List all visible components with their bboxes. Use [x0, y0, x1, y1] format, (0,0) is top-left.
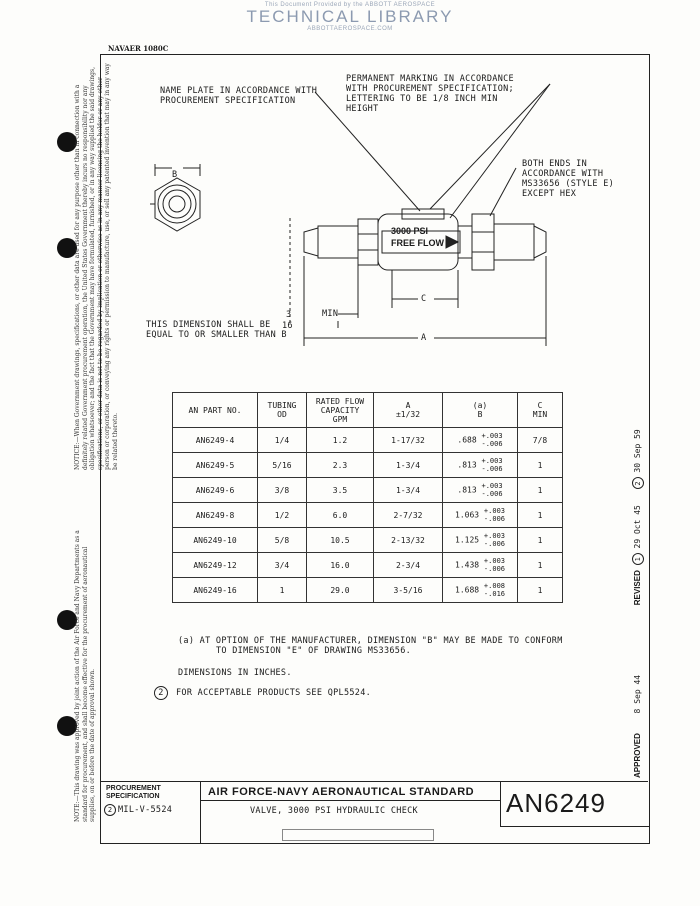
table-row — [173, 428, 563, 453]
dim-b — [443, 528, 518, 553]
dim-label-a: A — [421, 333, 427, 343]
flow-capacity: 3.5 — [307, 478, 374, 503]
part-description: VALVE, 3000 PSI HYDRAULIC CHECK — [250, 806, 418, 816]
header-title: TECHNICAL LIBRARY — [246, 7, 454, 26]
table-header-row — [173, 393, 563, 428]
dim-a: 1-3/4 — [374, 453, 443, 478]
this-dimension-note: THIS DIMENSION SHALL BE EQUAL TO OR SMALLER THAN B — [146, 320, 287, 340]
dim-a: 3-5/16 — [374, 578, 443, 603]
dim-b — [443, 453, 518, 478]
table-row — [173, 478, 563, 503]
flow-capacity: 10.5 — [307, 528, 374, 553]
procurement-rev-marker: 2 — [104, 804, 116, 816]
dim-min-text: MIN — [322, 309, 339, 319]
note-a-line2: TO DIMENSION "E" OF DRAWING MS33656. — [216, 646, 412, 656]
table-row — [173, 528, 563, 553]
flow-capacity: 6.0 — [307, 503, 374, 528]
col-a: A ±1/32 — [374, 393, 443, 428]
flow-capacity: 29.0 — [307, 578, 374, 603]
left-note: NOTE:—This drawing was approved by joint action of the Air Force and Navy Departments as a standard for procurement, and shall become effective for the procurement of aeronautical supplies, on or before the date of approval shown. — [74, 530, 96, 822]
dim-a: 2-3/4 — [374, 553, 443, 578]
tubing-od: 5/16 — [258, 453, 307, 478]
dim-c: 1 — [518, 578, 563, 603]
flow-capacity: 16.0 — [307, 553, 374, 578]
tubing-od: 1/2 — [258, 503, 307, 528]
dim-b-value: 1.063 — [455, 510, 480, 520]
dim-c: 7/8 — [518, 428, 563, 453]
dim-b-tolerance: +.003 -.006 — [483, 507, 505, 523]
dim-label-c: C — [421, 294, 427, 304]
dim-b-tolerance: +.008 -.016 — [483, 582, 505, 598]
note-2-text: FOR ACCEPTABLE PRODUCTS SEE QPL5524. — [176, 688, 372, 698]
approved-date: 8 Sep 44 — [633, 674, 642, 714]
dim-a: 1-17/32 — [374, 428, 443, 453]
dim-c: 1 — [518, 453, 563, 478]
header-url: ABBOTTAEROSPACE.COM — [307, 26, 393, 32]
col-tubing-od: TUBING OD — [258, 393, 307, 428]
tubing-od: 3/8 — [258, 478, 307, 503]
part-number: AN6249-4 — [173, 428, 258, 453]
dim-c: 1 — [518, 503, 563, 528]
dim-a: 2-13/32 — [374, 528, 443, 553]
procurement-cell — [100, 782, 201, 843]
tubing-od: 3/4 — [258, 553, 307, 578]
part-number: AN6249-12 — [173, 553, 258, 578]
part-number: AN6249-10 — [173, 528, 258, 553]
tubing-od: 1 — [258, 578, 307, 603]
dim-min-denominator: 16 — [282, 321, 293, 331]
header-provided-by: This Document Provided by the ABBOTT AEROSPACE — [264, 2, 436, 8]
rev1-date: 29 Oct 45 — [633, 505, 642, 549]
parts-table — [172, 392, 563, 603]
dim-b-tolerance: +.003 -.006 — [483, 532, 505, 548]
dim-c: 1 — [518, 553, 563, 578]
standard-number: AN6249 — [506, 788, 606, 818]
dim-b — [443, 553, 518, 578]
rev2-date: 30 Sep 59 — [633, 429, 642, 473]
table-row — [173, 578, 563, 603]
dim-b-value: .813 — [457, 485, 477, 495]
dim-a: 2-7/32 — [374, 503, 443, 528]
table-row — [173, 453, 563, 478]
table-row — [173, 503, 563, 528]
col-b: (a) B — [443, 393, 518, 428]
approval-strip — [632, 429, 644, 778]
dim-b-tolerance: +.003 -.006 — [483, 557, 505, 573]
procurement-label: PROCUREMENT SPECIFICATION — [106, 785, 161, 800]
dim-c: 1 — [518, 478, 563, 503]
title-block — [100, 781, 648, 843]
dim-a: 1-3/4 — [374, 478, 443, 503]
dim-b-tolerance: +.003 -.006 — [481, 482, 503, 498]
part-number: AN6249-16 — [173, 578, 258, 603]
name-plate-note: NAME PLATE IN ACCORDANCE WITH PROCUREMENT SPECIFICATION — [160, 86, 318, 106]
revised-label: REVISED — [633, 570, 642, 606]
dim-b-value: 1.688 — [455, 585, 480, 595]
dim-b-value: 1.438 — [455, 560, 480, 570]
title-block-blank-box — [282, 829, 434, 841]
dim-b-tolerance: +.003 -.006 — [481, 432, 503, 448]
part-number: AN6249-8 — [173, 503, 258, 528]
col-c: C MIN — [518, 393, 563, 428]
flow-capacity: 1.2 — [307, 428, 374, 453]
note-dimensions: DIMENSIONS IN INCHES. — [178, 668, 292, 678]
doc-reference: NAVAER 1080C — [108, 44, 169, 53]
note-a-line1: (a) AT OPTION OF THE MANUFACTURER, DIMENSION "B" MAY BE MADE TO CONFORM — [178, 636, 563, 646]
flow-capacity: 2.3 — [307, 453, 374, 478]
rev2-marker: 2 — [632, 477, 644, 489]
col-flow: RATED FLOW CAPACITY GPM — [307, 393, 374, 428]
approved-label: APPROVED — [633, 733, 642, 778]
tubing-od: 1/4 — [258, 428, 307, 453]
psi-marking: 3000 PSI — [391, 226, 429, 236]
dim-b — [443, 503, 518, 528]
free-flow-marking: FREE FLOW — [391, 238, 444, 248]
left-notice: NOTICE:—When Government drawings, specifications, or other data are used for any purpose other than in connection with a definitely related Government procurement operation, the United States Government thereby incurs no responsibility nor any obligation whatsoever; and the fact that the Government may have formulated, furnished, or in any way supplied the said drawings, specifications, or other data is not to be regarded by implication or otherwise as in any manner licensing the holder or any other person or corporation, or conveying any rights or permission to manufacture, use, or sell any patented invention that may in any way be related thereto. — [74, 63, 119, 470]
part-number: AN6249-5 — [173, 453, 258, 478]
col-an-part: AN PART NO. — [173, 393, 258, 428]
standard-title: AIR FORCE-NAVY AERONAUTICAL STANDARD — [208, 786, 475, 798]
dim-b-value: .688 — [457, 435, 477, 445]
procurement-spec: MIL-V-5524 — [118, 805, 173, 815]
tubing-od: 5/8 — [258, 528, 307, 553]
dim-label-b: B — [172, 170, 178, 180]
dim-b — [443, 578, 518, 603]
part-number: AN6249-6 — [173, 478, 258, 503]
dim-b-value: .813 — [457, 460, 477, 470]
dim-c: 1 — [518, 528, 563, 553]
dim-b-tolerance: +.003 -.006 — [481, 457, 503, 473]
rev1-marker: 1 — [632, 553, 644, 565]
table-row — [173, 553, 563, 578]
both-ends-note: BOTH ENDS IN ACCORDANCE WITH MS33656 (STYLE E) EXCEPT HEX — [522, 159, 615, 199]
dim-b-value: 1.125 — [455, 535, 480, 545]
dim-min-numerator: 3 — [286, 310, 292, 320]
dim-b — [443, 478, 518, 503]
dim-b — [443, 428, 518, 453]
note-2-marker: 2 — [154, 686, 168, 700]
permanent-marking-note: PERMANENT MARKING IN ACCORDANCE WITH PROCUREMENT SPECIFICATION; LETTERING TO BE 1/8 INCH MIN HEIGHT — [346, 74, 514, 114]
